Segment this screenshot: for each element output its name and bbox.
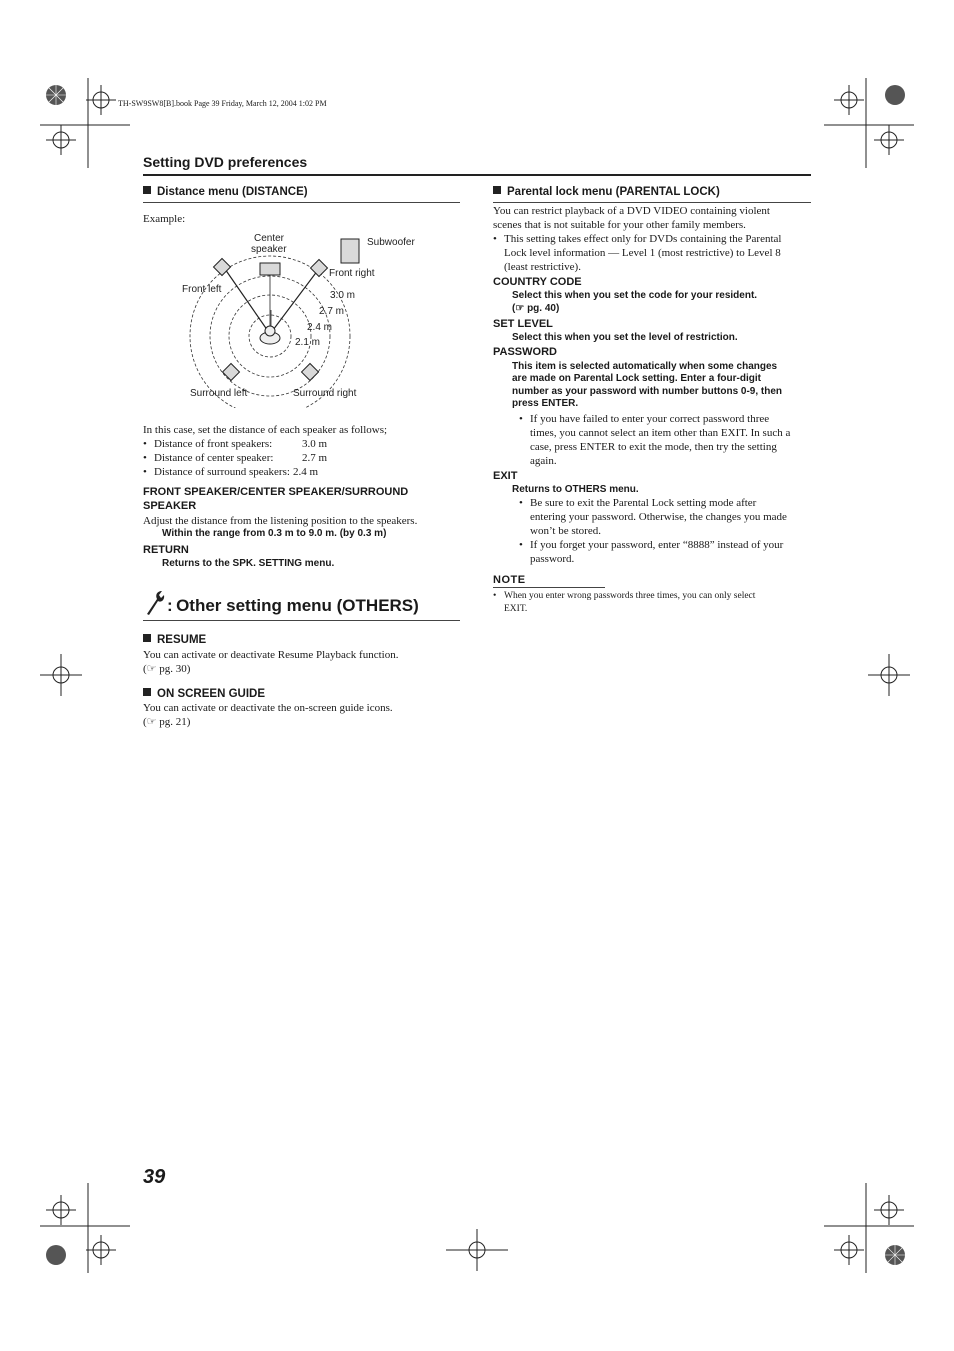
left-column bbox=[143, 186, 460, 226]
country-code-ref: (☞ pg. 40) bbox=[512, 302, 560, 314]
center-speaker-label: Center bbox=[254, 233, 285, 244]
country-code-body: Select this when you set the code for your resident. bbox=[512, 290, 758, 301]
distance-2-1-label: 2.1 m bbox=[295, 337, 321, 348]
parental-intro-2: scenes that is not suitable for your other family members. bbox=[493, 219, 746, 231]
parental-bullet-1: • This setting takes effect only for DVDs containing the Parental Lock level information — Level 1 (most restrictive) to Level 8 (least restrictive). bbox=[493, 232, 811, 274]
others-title-rule bbox=[143, 620, 460, 621]
on-screen-guide-body: You can activate or deactivate the on-screen guide icons. bbox=[143, 702, 393, 714]
others-section bbox=[143, 590, 460, 729]
square-bullet-icon bbox=[143, 688, 151, 696]
section-title: Setting DVD preferences bbox=[143, 154, 308, 170]
surround-left-label: Surround left bbox=[190, 388, 248, 399]
document-meta-line: TH-SW9SW8[B].book Page 39 Friday, March 12, 2004 1:02 PM bbox=[118, 99, 327, 108]
set-level-body: Select this when you set the level of restriction. bbox=[512, 332, 738, 343]
front-speaker-range: Within the range from 0.3 m to 9.0 m. (by 0.3 m) bbox=[162, 528, 387, 539]
right-column bbox=[493, 186, 811, 616]
square-bullet-icon bbox=[143, 634, 151, 642]
section-title-rule bbox=[143, 174, 811, 176]
password-body: This item is selected automatically when some changes are made on Parental Lock setting. Enter a four-digit number as your password with number buttons 0-9, then press ENTER. bbox=[512, 360, 783, 409]
note-rule bbox=[493, 587, 605, 588]
front-right-label: Front right bbox=[329, 268, 375, 279]
exit-bullet-2: • If you forget your password, enter “8888” instead of your password. bbox=[519, 538, 811, 566]
password-heading: PASSWORD bbox=[493, 345, 557, 358]
distance-item: • Distance of center speaker: 2.7 m bbox=[143, 451, 460, 465]
front-speaker-heading: FRONT SPEAKER/CENTER SPEAKER/SURROUND bbox=[143, 486, 409, 498]
distance-item: • Distance of front speakers: 3.0 m bbox=[143, 437, 460, 451]
heading-rule bbox=[493, 202, 811, 203]
subwoofer-label: Subwoofer bbox=[367, 237, 415, 248]
set-level-heading: SET LEVEL bbox=[493, 318, 553, 330]
resume-heading: RESUME bbox=[143, 634, 460, 646]
speaker-diagram-graphic bbox=[170, 228, 370, 408]
square-bullet-icon bbox=[143, 186, 151, 194]
distance-item: • Distance of surround speakers: 2.4 m bbox=[143, 465, 460, 479]
center-speaker-label-2: speaker bbox=[251, 244, 287, 255]
others-title: : Other setting menu (OTHERS) bbox=[167, 596, 419, 615]
parental-intro-1: You can restrict playback of a DVD VIDEO containing violent bbox=[493, 205, 770, 217]
distance-details bbox=[143, 423, 460, 570]
note-item: • When you enter wrong passwords three times, you can only select EXIT. bbox=[493, 590, 811, 616]
speaker-distance-diagram bbox=[170, 228, 415, 408]
distance-2-7-label: 2.7 m bbox=[319, 306, 345, 317]
heading-rule bbox=[143, 202, 460, 203]
resume-ref: (☞ pg. 30) bbox=[143, 663, 191, 675]
exit-body: Returns to OTHERS menu. bbox=[512, 483, 639, 495]
surround-right-label: Surround right bbox=[293, 388, 357, 399]
country-code-heading: COUNTRY CODE bbox=[493, 276, 582, 288]
distance-3-0-label: 3.0 m bbox=[330, 290, 356, 301]
on-screen-guide-heading: ON SCREEN GUIDE bbox=[143, 688, 460, 700]
exit-heading: EXIT bbox=[493, 469, 518, 482]
page-number: 39 bbox=[143, 1166, 166, 1188]
front-left-label: Front left bbox=[182, 284, 222, 295]
example-label: Example: bbox=[143, 213, 186, 225]
password-bullet: • If you have failed to enter your correct password three times, you cannot select an item other than EXIT. In such a case, press ENTER to exit the mode, then try the setting again. bbox=[519, 412, 811, 468]
distance-intro: In this case, set the distance of each speaker as follows; bbox=[143, 424, 388, 436]
note-title: NOTE bbox=[493, 574, 526, 586]
others-title-row bbox=[143, 590, 460, 616]
resume-body: You can activate or deactivate Resume Playback function. bbox=[143, 649, 399, 661]
on-screen-guide-ref: (☞ pg. 21) bbox=[143, 716, 191, 728]
exit-bullet-1: • Be sure to exit the Parental Lock setting mode after entering your password. Otherwise, the changes you made won’t be stored. bbox=[519, 496, 811, 538]
distance-menu-heading: Distance menu (DISTANCE) bbox=[143, 186, 460, 198]
front-speaker-heading-2: SPEAKER bbox=[143, 500, 197, 512]
square-bullet-icon bbox=[493, 186, 501, 194]
wrench-icon bbox=[143, 590, 165, 616]
return-heading: RETURN bbox=[143, 543, 189, 556]
front-speaker-body: Adjust the distance from the listening position to the speakers. bbox=[143, 515, 418, 527]
return-body: Returns to the SPK. SETTING menu. bbox=[162, 557, 335, 569]
parental-lock-heading: Parental lock menu (PARENTAL LOCK) bbox=[493, 186, 811, 198]
distance-2-4-label: 2.4 m bbox=[307, 322, 333, 333]
